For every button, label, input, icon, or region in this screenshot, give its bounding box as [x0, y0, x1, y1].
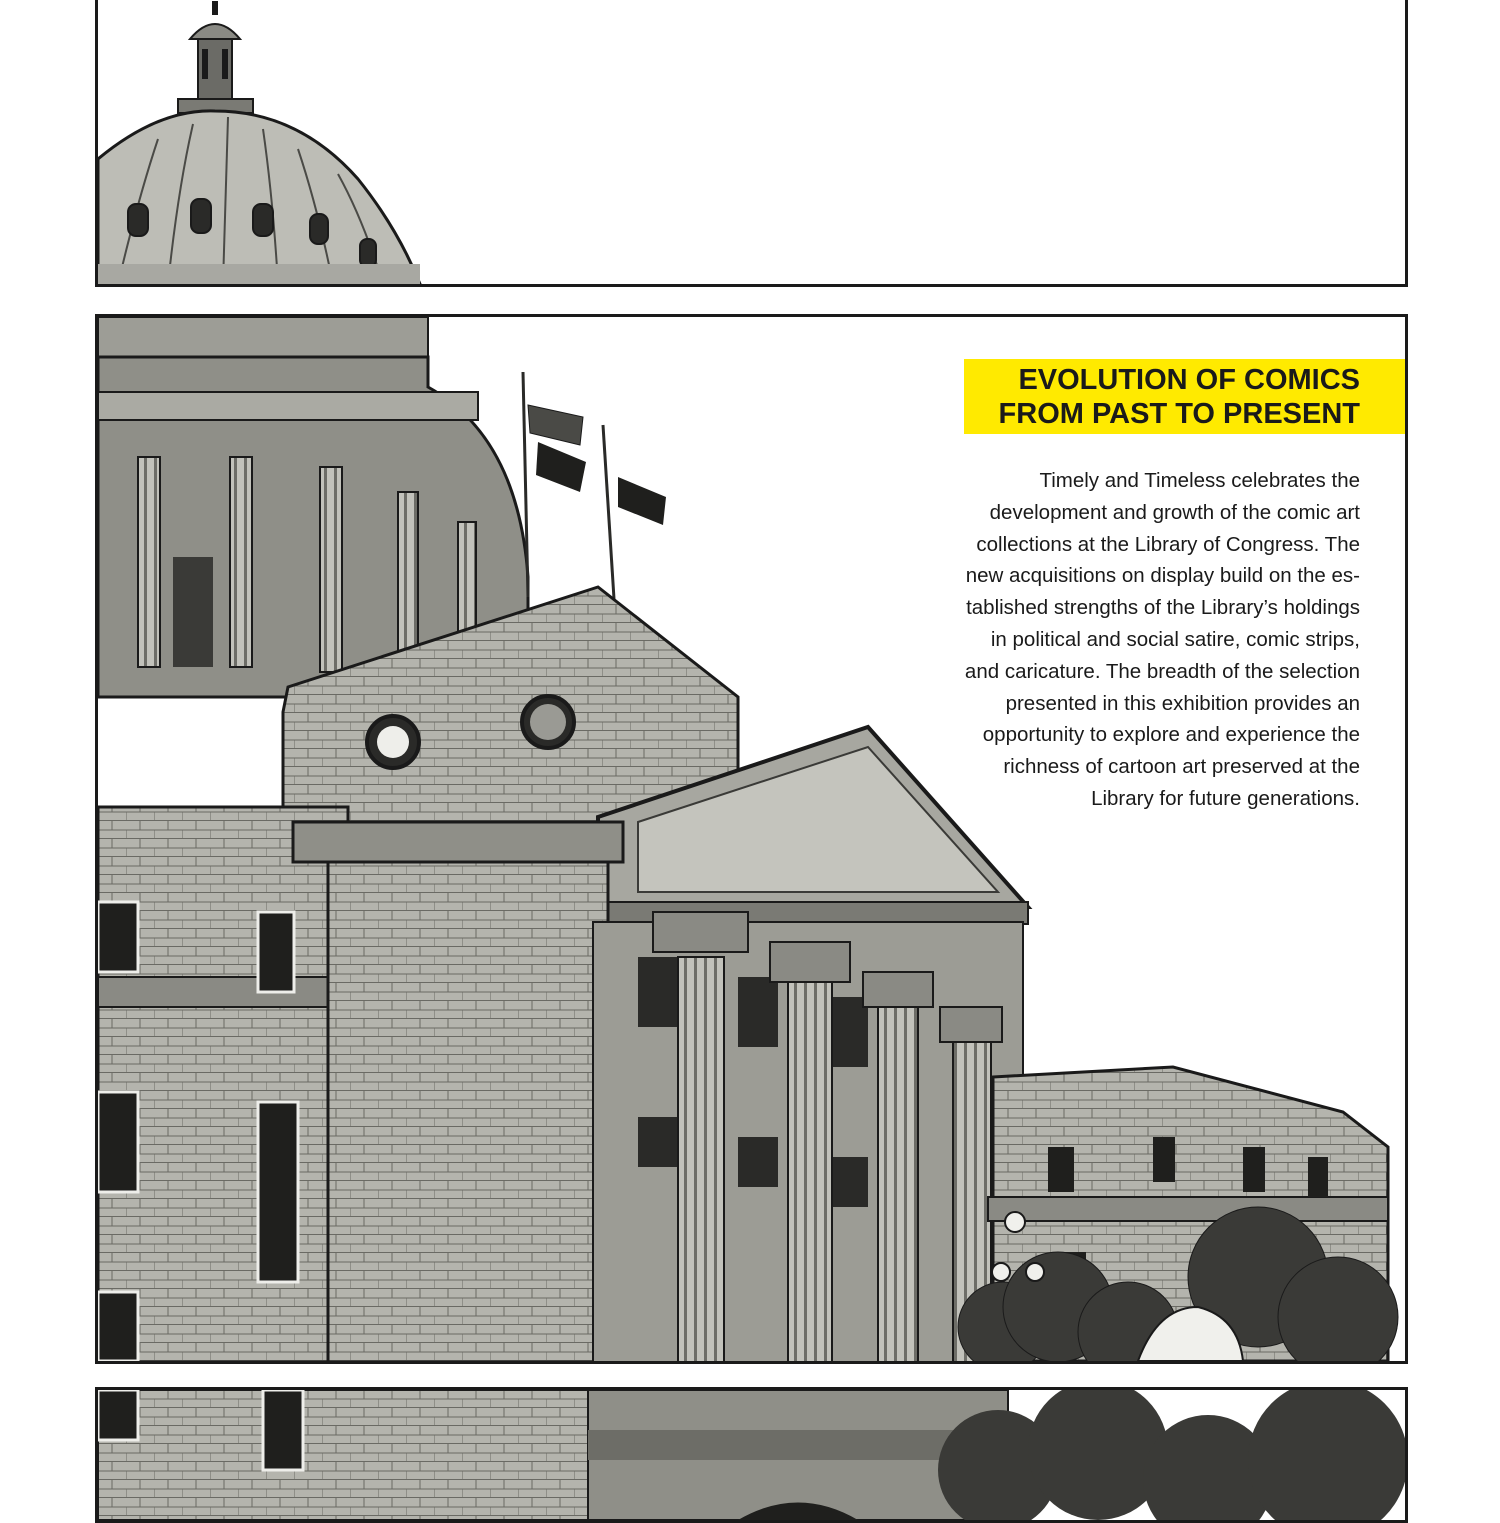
- body-line: and caricature. The breadth of the selection: [964, 659, 1360, 683]
- comic-panel-top: [95, 0, 1408, 287]
- article-title: [964, 359, 1405, 434]
- body-line: Library for future generations.: [1091, 786, 1360, 810]
- body-line: Timely and Timeless celebrates the: [1039, 469, 1360, 492]
- body-line: development and growth of the comic art: [989, 500, 1360, 524]
- capitol-base-illustration: [98, 1390, 1405, 1520]
- body-line: opportunity to explore and experience the: [982, 723, 1360, 747]
- article-body: [868, 465, 1360, 815]
- title-line: EVOLUTION OF COMICS: [1018, 364, 1360, 396]
- body-line: in political and social satire, comic strips,: [990, 627, 1360, 651]
- capitol-dome-illustration: [98, 0, 1405, 284]
- body-line: richness of cartoon art preserved at the: [1003, 755, 1360, 779]
- body-line: new acquisitions on display build on the es-: [965, 564, 1360, 588]
- comic-panel-bottom: [95, 1387, 1408, 1523]
- title-line: FROM PAST TO PRESENT: [998, 398, 1360, 430]
- body-line: tablished strengths of the Library’s holdings: [966, 596, 1360, 620]
- comic-panel-main: [95, 314, 1408, 1364]
- body-line: presented in this exhibition provides an: [1005, 691, 1360, 715]
- body-line: collections at the Library of Congress. The: [976, 532, 1360, 556]
